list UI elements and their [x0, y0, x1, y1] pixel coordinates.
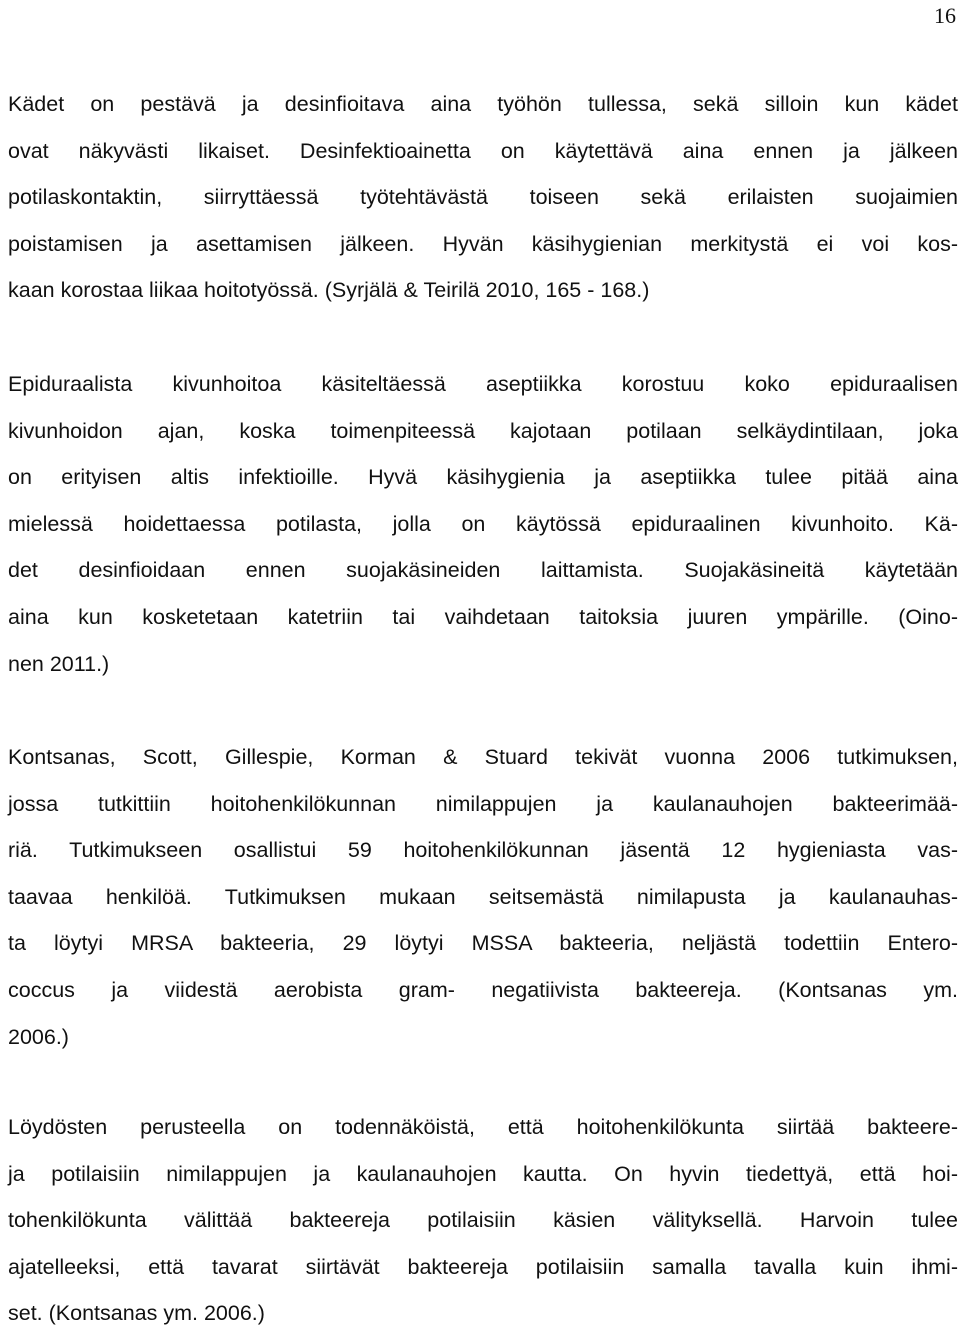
paragraph-line: Löydösten perusteella on todennäköistä, että hoitohenkilökunta siirtää bakteere- — [8, 1115, 958, 1139]
paragraph-line: 2006.) — [8, 1024, 69, 1049]
paragraph-line: mielessä hoidettaessa potilasta, jolla on käytössä epiduraalinen kivunhoito. Kä- — [8, 511, 958, 536]
paragraph-line: ta löytyi MRSA bakteeria, 29 löytyi MSSA bakteeria, neljästä todettiin Entero- — [8, 931, 958, 956]
paragraph-line: ja potilaisiin nimilappujen ja kaulanauhojen kautta. On hyvin tiedettyä, että hoi- — [8, 1161, 958, 1186]
paragraph-line: tohenkilökunta välittää bakteereja potilaisiin käsien välityksellä. Harvoin tulee — [8, 1208, 958, 1233]
paragraph-epidural-asepsis — [8, 361, 958, 687]
paragraph-line: taavaa henkilöä. Tutkimuksen mukaan seitsemästä nimilapusta ja kaulanauhas- — [8, 884, 958, 909]
paragraph-conclusion — [8, 1104, 958, 1337]
paragraph-line: nen 2011.) — [8, 651, 110, 676]
paragraph-line: aina kun kosketetaan katetriin tai vaihdetaan taitoksia juuren ympärille. (Oino- — [8, 604, 958, 629]
paragraph-line: riä. Tutkimukseen osallistui 59 hoitohenkilökunnan jäsentä 12 hygieniasta vas- — [8, 838, 958, 863]
paragraph-line: jossa tutkittiin hoitohenkilökunnan nimilappujen ja kaulanauhojen bakteerimää- — [8, 791, 958, 816]
paragraph-line: set. (Kontsanas ym. 2006.) — [8, 1301, 265, 1326]
paragraph-line: kivunhoidon ajan, koska toimenpiteessä kajotaan potilaan selkäydintilaan, joka — [8, 418, 958, 443]
paragraph-line: on erityisen altis infektioille. Hyvä käsihygienia ja aseptiikka tulee pitää aina — [8, 465, 958, 490]
paragraph-line: poistamisen ja asettamisen jälkeen. Hyvän käsihygienian merkitystä ei voi kos- — [8, 231, 958, 256]
paragraph-line: Epiduraalista kivunhoitoa käsiteltäessä aseptiikka korostuu koko epiduraalisen — [8, 372, 958, 396]
paragraph-line: potilaskontaktin, siirryttäessä työtehtävästä toiseen sekä erilaisten suojaimien — [8, 185, 958, 210]
paragraph-line: ajatelleeksi, että tavarat siirtävät bakteereja potilaisiin samalla tavalla kuin ihmi- — [8, 1254, 958, 1279]
paragraph-line: Kontsanas, Scott, Gillespie, Korman & Stuard tekivät vuonna 2006 tutkimuksen, — [8, 745, 958, 769]
paragraph-line: det desinfioidaan ennen suojakäsineiden laittamista. Suojakäsineitä käytetään — [8, 558, 958, 583]
page-number: 16 — [934, 3, 956, 28]
paragraph-hand-hygiene — [8, 81, 958, 314]
paragraph-study — [8, 734, 958, 1060]
paragraph-line: coccus ja viidestä aerobista gram- negatiivista bakteereja. (Kontsanas ym. — [8, 977, 958, 1002]
paragraph-line: kaan korostaa liikaa hoitotyössä. (Syrjälä & Teirilä 2010, 165 - 168.) — [8, 278, 650, 303]
paragraph-line: ovat näkyvästi likaiset. Desinfektioainetta on käytettävä aina ennen ja jälkeen — [8, 138, 958, 163]
paragraph-line: Kädet on pestävä ja desinfioitava aina työhön tullessa, sekä silloin kun kädet — [8, 92, 958, 116]
